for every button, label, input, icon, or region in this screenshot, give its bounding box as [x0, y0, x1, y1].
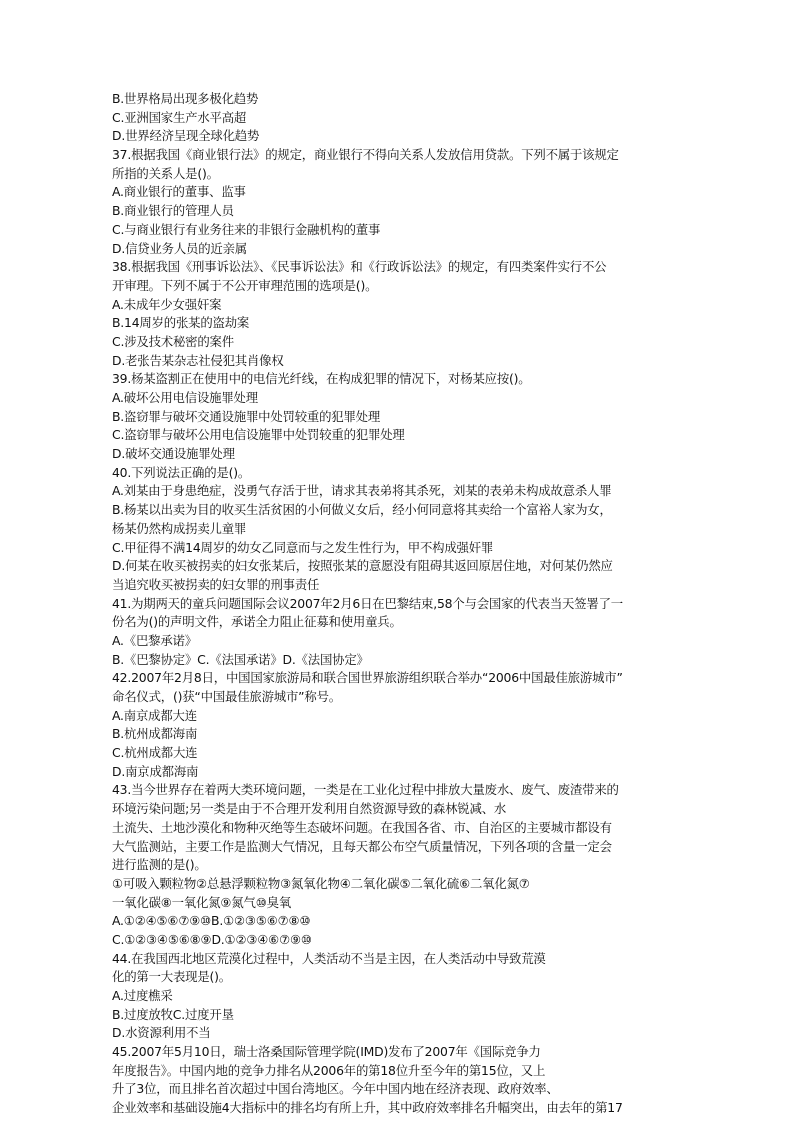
- text-line: 45.2007年5月10日，瑞士洛桑国际管理学院(IMD)发布了2007年《国际竞争力: [112, 1044, 541, 1060]
- text-line: ①可吸入颗粒物②总悬浮颗粒物③氮氧化物④二氧化碳⑤二氧化硫⑥二氧化氮⑦: [112, 875, 530, 891]
- text-line: A.过度樵采: [112, 988, 173, 1003]
- text-line: B.盗窃罪与破坏交通设施罪中处罚较重的犯罪处理: [112, 408, 381, 424]
- text-line: 土流失、土地沙漠化和物种灭绝等生态破坏问题。在我国各省、市、自治区的主要城市都设有: [112, 819, 612, 835]
- text-line: 37.根据我国《商业银行法》的规定，商业银行不得向关系人发放信用贷款。下列不属于该规定: [112, 147, 619, 163]
- text-line: B.商业银行的管理人员: [112, 203, 234, 219]
- text-line: 化的第一大表现是()。: [112, 969, 231, 985]
- text-line: D.老张告某杂志社侵犯其肖像权: [112, 352, 284, 368]
- text-line: A.《巴黎承诺》: [112, 632, 197, 648]
- text-line: A.破坏公用电信设施罪处理: [112, 390, 258, 405]
- text-line: 39.杨某盗割正在使用中的电信光纤线，在构成犯罪的情况下，对杨某应按()。: [112, 371, 531, 387]
- text-line: D.南京成都海南: [112, 763, 199, 779]
- text-line: 44.在我国西北地区荒漠化过程中，人类活动不当是主因，在人类活动中导致荒漠: [112, 950, 546, 966]
- text-line: C.盗窃罪与破坏公用电信设施罪中处罚较重的犯罪处理: [112, 427, 405, 443]
- text-line: 43.当今世界存在着两大类环境问题，一类是在工业化过程中排放大量废水、废气、废渣带来的: [112, 782, 619, 798]
- text-line: 环境污染问题;另一类是由于不合理开发利用自然资源导致的森林锐减、水: [112, 801, 507, 817]
- text-line: B.杨某以出卖为目的收买生活贫困的小何做义女后，经小何同意将其卖给一个富裕人家为女，: [112, 502, 612, 518]
- text-line: 开审理。下列不属于不公开审理范围的选项是()。: [112, 277, 378, 293]
- text-line: 企业效率和基础设施4大指标中的排名均有所上升，其中政府效率排名升幅突出，由去年的第17: [112, 1100, 623, 1116]
- text-line: B.世界格局出现多极化趋势: [112, 91, 259, 106]
- text-line: B.14周岁的张某的盗劫案: [112, 315, 250, 331]
- text-line: C.①②③④⑤⑥⑧⑨D.①②③④⑥⑦⑨⑩: [112, 931, 312, 947]
- text-line: 38.根据我国《刑事诉讼法》、《民事诉讼法》和《行政诉讼法》的规定，有四类案件实行不公: [112, 259, 607, 275]
- text-line: 当追究收买被拐卖的妇女罪的刑事责任: [112, 576, 320, 592]
- text-line: 命名仪式，()获“中国最佳旅游城市”称号。: [112, 689, 341, 704]
- text-line: D.信贷业务人员的近亲属: [112, 240, 247, 256]
- text-line: A.①②④⑤⑥⑦⑨⑩B.①②③⑤⑥⑦⑧⑩: [112, 913, 311, 929]
- text-line: 42.2007年2月8日，中国国家旅游局和联合国世界旅游组织联合举办“2006中国最佳旅游城市”: [112, 670, 623, 686]
- text-line: 升了3位，而且排名首次超过中国台湾地区。今年中国内地在经济表现、政府效率、: [112, 1081, 559, 1097]
- document-page: [112, 90, 712, 1118]
- text-line: B.杭州成都海南: [112, 726, 198, 742]
- text-line: C.甲征得不满14周岁的幼女乙同意而与之发生性行为，甲不构成强奸罪: [112, 539, 494, 555]
- text-line: D.世界经济呈现全球化趋势: [112, 128, 260, 144]
- text-line: 年度报告》。中国内地的竞争力排名从2006年的第18位升至今年的第15位，又上: [112, 1062, 546, 1078]
- text-line: 所指的关系人是()。: [112, 165, 219, 181]
- text-line: A.南京成都大连: [112, 707, 197, 723]
- text-line: C.杭州成都大连: [112, 745, 198, 761]
- text-line: B.《巴黎协定》C.《法国承诺》D.《法国协定》: [112, 651, 369, 667]
- text-line: 40.下列说法正确的是()。: [112, 464, 251, 480]
- text-line: C.涉及技术秘密的案件: [112, 333, 234, 349]
- text-line: B.过度放牧C.过度开垦: [112, 1006, 234, 1022]
- text-line: 41.为期两天的童兵问题国际会议2007年2月6日在巴黎结束,58个与会国家的代表当天签署了一: [112, 595, 623, 611]
- text-line: 进行监测的是()。: [112, 857, 207, 873]
- text-line: A.未成年少女强奸案: [112, 296, 222, 312]
- text-line: 份名为()的声明文件，承诺全力阻止征募和使用童兵。: [112, 614, 402, 630]
- text-line: 大气监测站，主要工作是监测大气情况，且每天都公布空气质量情况，下列各项的含量一定会: [112, 838, 612, 854]
- text-line: D.何某在收买被拐卖的妇女张某后，按照张某的意愿没有阻碍其返回原居住地，对何某仍然应: [112, 558, 613, 574]
- text-line: A.刘某由于身患绝症，没勇气存活于世，请求其表弟将其杀死，刘某的表弟未构成故意杀人罪: [112, 483, 612, 499]
- text-line: A.商业银行的董事、监事: [112, 184, 246, 200]
- text-line: C.亚洲国家生产水平高超: [112, 109, 247, 125]
- text-line: C.与商业银行有业务往来的非银行金融机构的董事: [112, 221, 381, 237]
- text-line: D.破坏交通设施罪处理: [112, 446, 235, 462]
- text-line: D.水资源利用不当: [112, 1025, 211, 1041]
- text-line: 杨某仍然构成拐卖儿童罪: [112, 520, 247, 536]
- text-line: 一氧化碳⑧一氧化氮⑨氮气⑩臭氧: [112, 894, 292, 910]
